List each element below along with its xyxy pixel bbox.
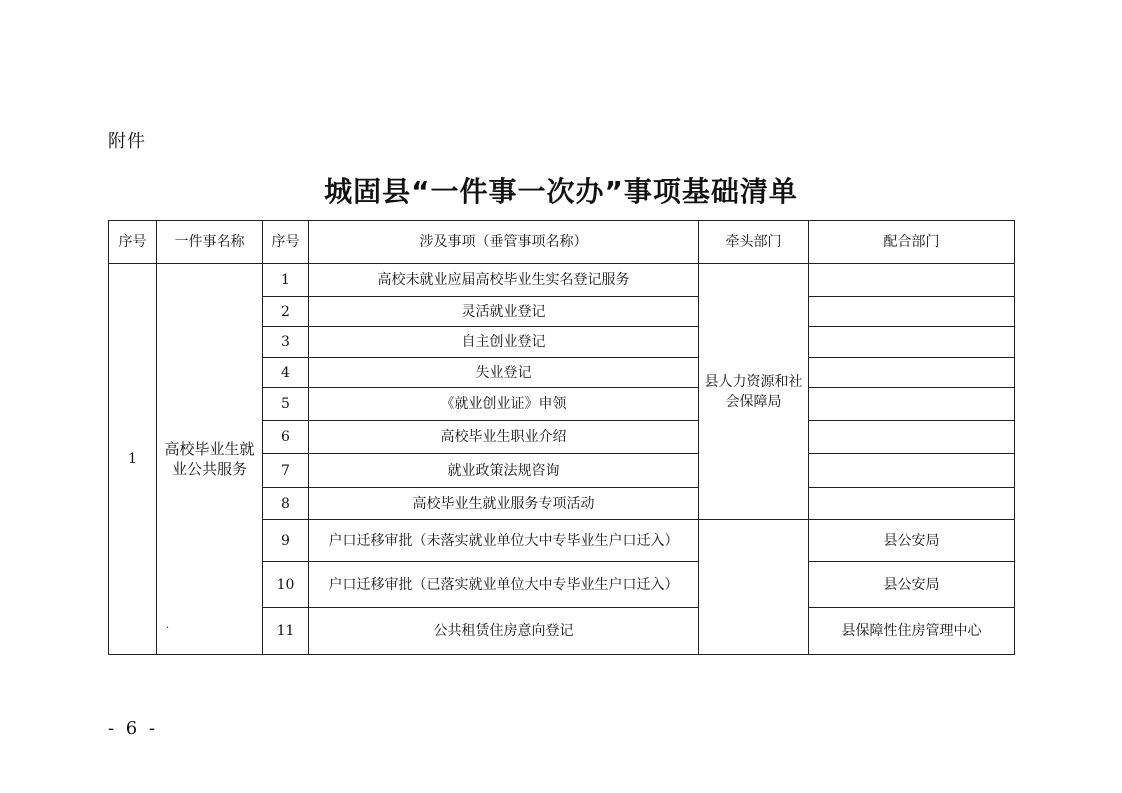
item-name: 高校毕业生就业服务专项活动 bbox=[309, 488, 699, 520]
table-header-row bbox=[109, 221, 1015, 264]
header-group-name: 一件事名称 bbox=[157, 221, 263, 264]
coop-department bbox=[809, 297, 1015, 327]
attachment-label: 附件 bbox=[108, 131, 146, 152]
header-coop-dept: 配合部门 bbox=[809, 221, 1015, 264]
item-number: 9 bbox=[263, 520, 309, 562]
table-row bbox=[109, 264, 1015, 297]
stray-mark: . bbox=[166, 620, 170, 631]
lead-department-empty bbox=[699, 520, 809, 655]
item-number: 7 bbox=[263, 454, 309, 488]
item-number: 10 bbox=[263, 562, 309, 608]
item-name: 户口迁移审批（未落实就业单位大中专毕业生户口迁入） bbox=[309, 520, 699, 562]
item-number: 6 bbox=[263, 421, 309, 454]
item-name: 《就业创业证》申领 bbox=[309, 388, 699, 421]
item-number: 4 bbox=[263, 358, 309, 388]
coop-department bbox=[809, 388, 1015, 421]
coop-department bbox=[809, 264, 1015, 297]
group-number: 1 bbox=[109, 264, 157, 655]
item-number: 2 bbox=[263, 297, 309, 327]
header-item-name: 涉及事项（垂管事项名称） bbox=[309, 221, 699, 264]
header-item-no: 序号 bbox=[263, 221, 309, 264]
item-name: 灵活就业登记 bbox=[309, 297, 699, 327]
group-name: 高校毕业生就业公共服务 bbox=[157, 264, 263, 655]
item-name: 自主创业登记 bbox=[309, 327, 699, 358]
coop-department: 县公安局 bbox=[809, 520, 1015, 562]
item-name: 户口迁移审批（已落实就业单位大中专毕业生户口迁入） bbox=[309, 562, 699, 608]
page-number: - 6 - bbox=[108, 718, 159, 739]
document-title: 城固县“一件事一次办”事项基础清单 bbox=[324, 175, 798, 208]
item-number: 11 bbox=[263, 608, 309, 655]
item-number: 3 bbox=[263, 327, 309, 358]
item-name: 失业登记 bbox=[309, 358, 699, 388]
coop-department bbox=[809, 488, 1015, 520]
item-name: 高校未就业应届高校毕业生实名登记服务 bbox=[309, 264, 699, 297]
item-name: 公共租赁住房意向登记 bbox=[309, 608, 699, 655]
item-number: 8 bbox=[263, 488, 309, 520]
header-lead-dept: 牵头部门 bbox=[699, 221, 809, 264]
item-number: 1 bbox=[263, 264, 309, 297]
coop-department: 县公安局 bbox=[809, 562, 1015, 608]
coop-department bbox=[809, 358, 1015, 388]
lead-department: 县人力资源和社会保障局 bbox=[699, 264, 809, 520]
header-group-no: 序号 bbox=[109, 221, 157, 264]
items-table bbox=[108, 220, 1015, 655]
coop-department: 县保障性住房管理中心 bbox=[809, 608, 1015, 655]
coop-department bbox=[809, 327, 1015, 358]
coop-department bbox=[809, 454, 1015, 488]
item-number: 5 bbox=[263, 388, 309, 421]
item-name: 高校毕业生职业介绍 bbox=[309, 421, 699, 454]
coop-department bbox=[809, 421, 1015, 454]
item-name: 就业政策法规咨询 bbox=[309, 454, 699, 488]
